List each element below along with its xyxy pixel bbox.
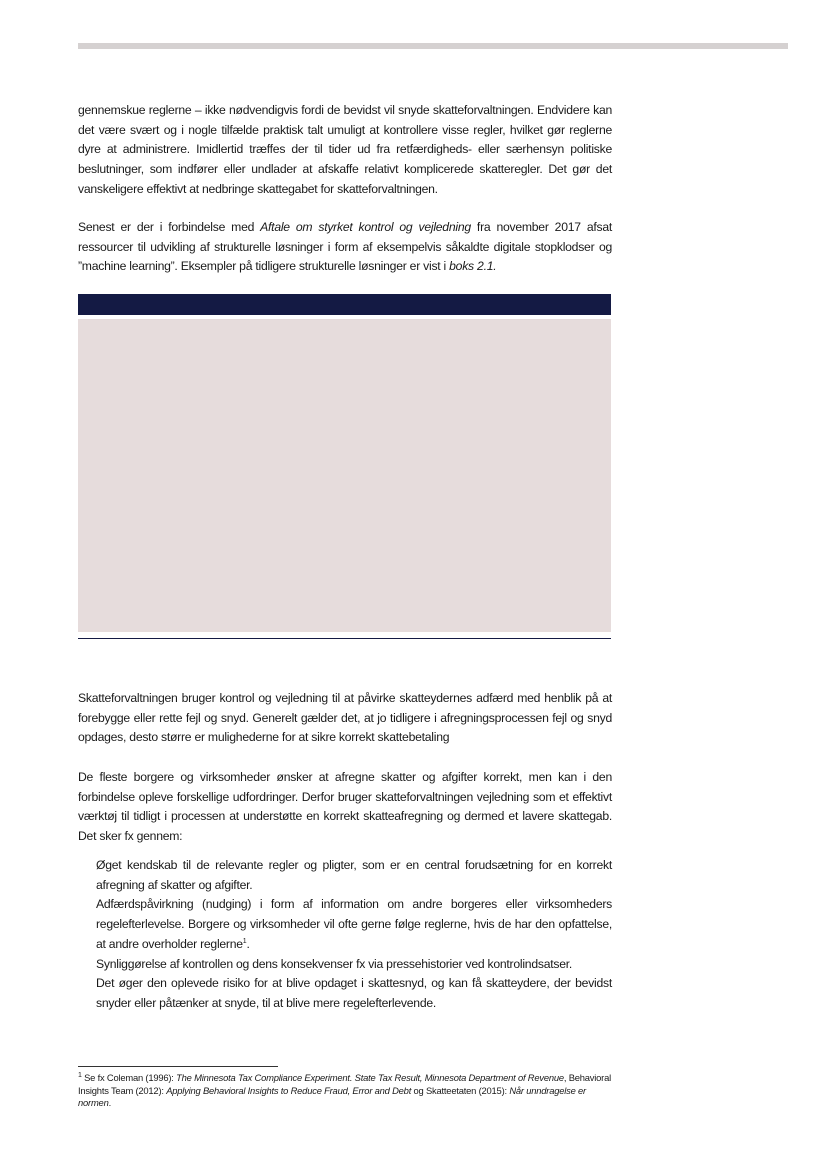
box-header bbox=[78, 294, 611, 315]
footnote-text: Se fx Coleman (1996): bbox=[84, 1072, 177, 1083]
footnote-text: , Behavioral Insights Team (2012): bbox=[78, 1072, 611, 1096]
footnote-marker[interactable]: 1 bbox=[242, 937, 247, 945]
footnote-number: 1 bbox=[78, 1071, 82, 1079]
list-item: Adfærdspåvirkning (nudging) i form af information om andre borgeres eller virksomheders regelefterlevelse. Borgere og virksomheder vil ofte gerne følge reglerne, hvis de har den opfattelse, at andre overholder reglerne$^1$. bbox=[96, 897, 612, 951]
list-item: Det øger den oplevede risiko for at blive opdaget i skattesnyd, og kan få skatteydere, der bevidst snyder eller påtænker at snyde, til at blive mere regelefterlevende. bbox=[96, 976, 612, 1010]
paragraph-1: gennemskue reglerne – ikke nødvendigvis fordi de bevidst vil snyde skatteforvaltningen. Endvidere kan det være svært og i nogle tilfælde praktisk talt umuligt at kontrollere visse regler, hvilket gør reglerne dyre at administrere. Imidlertid træffes der til tider ud fra retfærdigheds- eller særhensyn politiske beslutninger, som indfører eller undlader at afskaffe relativt komplicerede skatteregler. Det gør det vanskeligere effektivt at nedbringe skattegabet for skatteforvaltningen. bbox=[78, 103, 612, 196]
paragraph-2-text-b: fra november 2017 afsat ressourcer til udvikling af strukturelle løsninger i form af eksempelvis såkaldte digitale stopklodser og ”machine learning”. Eksempler på tidligere strukturelle løsninger er vist i bbox=[78, 220, 612, 274]
list-item-text: Adfærdspåvirkning (nudging) i form af information om andre borgeres eller virksomheders regelefterlevelse. Borgere og virksomheder vil ofte gerne følge reglerne, hvis de har den opfattelse, at andre overholder reglerne bbox=[96, 897, 612, 951]
footnote-rule bbox=[78, 1066, 278, 1067]
box-2-1 bbox=[78, 294, 611, 639]
footnote-source-title: Applying Behavioral Insights to Reduce Fraud, Error and Debt bbox=[166, 1084, 412, 1096]
box-reference: boks 2.1. bbox=[449, 259, 497, 274]
list-item: Øget kendskab til de relevante regler og pligter, som er en central forudsætning for en korrekt afregning af skatter og afgifter. bbox=[96, 858, 612, 892]
page-header-bar bbox=[78, 43, 788, 49]
list-item: Synliggørelse af kontrollen og dens konsekvenser fx via pressehistorier ved kontrolindsatser. bbox=[96, 956, 573, 971]
agreement-title: Aftale om styrket kontrol og vejledning bbox=[260, 220, 471, 234]
footnote-source-title: The Minnesota Tax Compliance Experiment. State Tax Result, Minnesota Department of Revenue bbox=[176, 1072, 564, 1083]
paragraph-2-text-a: Senest er der i forbindelse med bbox=[78, 220, 261, 234]
footnote-source-title: Når unndragelse er normen bbox=[78, 1084, 586, 1108]
paragraph-2 bbox=[78, 218, 612, 277]
footnote-text: . bbox=[108, 1097, 111, 1108]
footnote bbox=[78, 1072, 618, 1110]
box-bottom-rule bbox=[78, 638, 611, 640]
paragraph-3: Skatteforvaltningen bruger kontrol og vejledning til at påvirke skatteydernes adfærd med henblik på at forebygge eller rette fejl og snyd. Generelt gælder det, at jo tidligere i afregningsprocessen fejl og snyd opdages, desto større er mulighederne for at sikre korrekt skattebetaling bbox=[78, 691, 612, 745]
footnote-text: og Skatteetaten (2015): bbox=[411, 1084, 510, 1096]
box-body bbox=[78, 319, 611, 632]
measures-list bbox=[96, 856, 612, 1014]
paragraph-4: De fleste borgere og virksomheder ønsker at afregne skatter og afgifter korrekt, men kan i den forbindelse opleve forskellige udfordringer. Derfor bruger skatteforvaltningen vejledning som et effektivt værktøj til tidligt i processen at understøtte en korrekt skatteafregning og dermed et lavere skattegab. Det sker fx gennem: bbox=[78, 770, 612, 844]
